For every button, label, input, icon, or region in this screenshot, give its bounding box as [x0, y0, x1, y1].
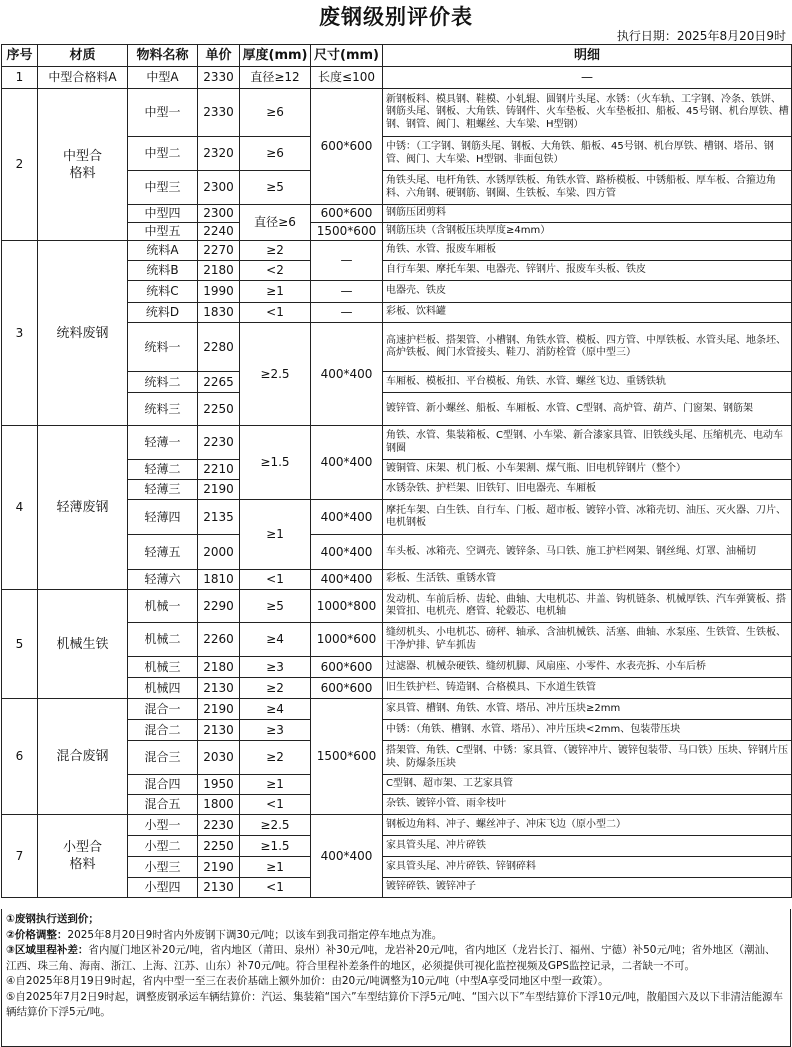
item-size: 1500*600 — [311, 699, 383, 815]
item-detail: 中锈：（角铁、槽钢、水管、塔吊）、冲片压块<2mm、包装带压块 — [383, 720, 792, 741]
material-label: 小型合格料 — [63, 840, 103, 872]
item-price: 2320 — [198, 137, 240, 171]
item-name: 轻薄二 — [128, 460, 198, 480]
item-price: 2330 — [198, 67, 240, 89]
material-cell: 统料废钢 — [38, 241, 128, 426]
item-detail: 车头板、冰箱壳、空调壳、镀锌条、马口铁、施工护栏网架、钢丝绳、灯罩、油桶切 — [383, 535, 792, 570]
header-size: 尺寸(mm) — [311, 45, 383, 67]
item-thickness: ≥2.5 — [240, 815, 311, 836]
item-name: 统料三 — [128, 393, 198, 426]
price-table — [1, 44, 792, 898]
item-name: 统料一 — [128, 323, 198, 372]
header-thickness: 厚度(mm) — [240, 45, 311, 67]
table-row — [2, 89, 792, 137]
item-price: 1800 — [198, 795, 240, 815]
item-name: 小型三 — [128, 857, 198, 878]
material-cell: 混合废钢 — [38, 699, 128, 815]
material-cell: 机械生铁 — [38, 590, 128, 699]
note-item — [6, 912, 784, 928]
item-thickness: ≥1 — [240, 857, 311, 878]
item-size: 400*400 — [311, 535, 383, 570]
item-thickness: ≥1 — [240, 500, 311, 570]
item-name: 统料B — [128, 261, 198, 281]
item-detail: 家具管、槽钢、角铁、水管、塔吊、冲片压块≥2mm — [383, 699, 792, 720]
header-name: 物料名称 — [128, 45, 198, 67]
material-label: 中型合格料 — [63, 148, 103, 181]
item-detail: 自行车架、摩托车架、电器壳、锌钢片、报废车头板、铁皮 — [383, 261, 792, 281]
item-thickness: ≥1.5 — [240, 836, 311, 857]
item-name: 中型一 — [128, 89, 198, 137]
item-name: 轻薄六 — [128, 570, 198, 590]
note-label: ①废钢执行送到价； — [6, 913, 99, 925]
item-name: 统料A — [128, 241, 198, 261]
item-thickness: <1 — [240, 795, 311, 815]
item-thickness: 直径≥6 — [240, 205, 311, 241]
item-detail: 钢板边角料、冲子、螺丝冲子、冲床飞边（原小型二） — [383, 815, 792, 836]
item-detail: 镀铜管、床架、机门板、小车架割、煤气瓶、旧电机锌钢片（整个） — [383, 460, 792, 480]
item-thickness: <1 — [240, 878, 311, 898]
table-row — [2, 815, 792, 836]
item-detail: — — [383, 67, 792, 89]
item-detail: 镀锌管、新小螺丝、船板、车厢板、水管、C型钢、高炉管、葫芦、门窗架、钢筋架 — [383, 393, 792, 426]
item-price: 2280 — [198, 323, 240, 372]
item-price: 1830 — [198, 303, 240, 323]
item-thickness: ≥5 — [240, 171, 311, 205]
item-name: 中型A — [128, 67, 198, 89]
item-detail: 家具管头尾、冲片碎铁、锌钢碎料 — [383, 857, 792, 878]
item-detail: 旧生铁护栏、铸造钢、合格模具、下水道生铁管 — [383, 678, 792, 699]
row-number: 7 — [2, 815, 38, 898]
item-thickness: 直径≥12 — [240, 67, 311, 89]
item-name: 小型一 — [128, 815, 198, 836]
item-name: 轻薄四 — [128, 500, 198, 535]
table-row — [2, 241, 792, 261]
item-price: 2190 — [198, 480, 240, 500]
note-item — [6, 943, 784, 974]
item-price: 2190 — [198, 699, 240, 720]
item-price: 2265 — [198, 372, 240, 393]
item-detail: 新钢板料、模具钢、鞋模、小轧辊、圆钢片头尾、水锈：（火车轨、工字钢、冷条、铁饼、钢筋头尾、钢板、大角铁、铸钢件、火车垫板、火车垫板扣、船板、45号钢、机台厚铁、槽钢、钢管、阀门、粗螺丝、大车梁、H型钢） — [383, 89, 792, 137]
item-name: 机械一 — [128, 590, 198, 623]
note-item — [6, 974, 784, 990]
header-material: 材质 — [38, 45, 128, 67]
item-name: 机械三 — [128, 657, 198, 678]
item-size: 1000*600 — [311, 623, 383, 657]
item-thickness: ≥5 — [240, 590, 311, 623]
item-name: 中型二 — [128, 137, 198, 171]
item-detail: 搭架管、角铁、C型钢、中锈：家具管、（镀锌冲片、镀锌包装带、马口铁）压块、锌钢片压块、防爆条压块 — [383, 741, 792, 775]
item-detail: 过滤器、机械杂硬铁、缝纫机脚、风扇座、小零件、水表壳拆、小车后桥 — [383, 657, 792, 678]
item-name: 统料C — [128, 281, 198, 303]
item-price: 2130 — [198, 720, 240, 741]
item-name: 统料二 — [128, 372, 198, 393]
item-price: 2210 — [198, 460, 240, 480]
item-detail: 钢筋压团剪料 — [383, 205, 792, 223]
note-text: 2025年8月20日9时省内外废钢下调30元/吨；以该车到我司指定停车地点为准。 — [67, 928, 443, 941]
item-size: 1000*800 — [311, 590, 383, 623]
item-name: 小型二 — [128, 836, 198, 857]
item-detail: 杂铁、镀锌小管、雨伞枝叶 — [383, 795, 792, 815]
item-price: 1990 — [198, 281, 240, 303]
item-thickness: ≥3 — [240, 657, 311, 678]
effective-date: 执行日期：2025年8月20日9时 — [616, 29, 786, 43]
item-price: 2260 — [198, 623, 240, 657]
table-row — [2, 67, 792, 89]
note-text: 省内厦门地区补20元/吨，省内地区（莆田、泉州）补30元/吨，龙岩补20元/吨，省内地区（龙岩长汀、福州、宁德）补50元/吨；省外地区（潮汕、江西、珠三角、海南、浙江、上海、江苏、山东）补70元/吨。符合里程补差条件的地区，必须提供可视化监控视频及GPS监控记录，二者缺一不可。 — [6, 944, 776, 972]
table-row — [2, 699, 792, 720]
item-name: 混合五 — [128, 795, 198, 815]
item-price: 2180 — [198, 657, 240, 678]
item-detail: 水锈杂铁、护栏架、旧铁钉、旧电器壳、车厢板 — [383, 480, 792, 500]
item-thickness: ≥3 — [240, 720, 311, 741]
item-thickness: ≥4 — [240, 699, 311, 720]
item-detail: 车厢板、模板扣、平台模板、角铁、水管、螺丝飞边、重锈铁轨 — [383, 372, 792, 393]
material-cell: 中型合格料A — [38, 67, 128, 89]
header-row — [2, 45, 792, 67]
notes-section — [1, 909, 791, 1047]
item-price: 2290 — [198, 590, 240, 623]
material-cell — [38, 89, 128, 241]
item-price: 2250 — [198, 836, 240, 857]
item-detail: 缝纫机头、小电机芯、磅秤、轴承、含油机械铁、活塞、曲轴、水泵座、生铁管、生铁板、干净炉排、铲车抓齿 — [383, 623, 792, 657]
item-name: 机械四 — [128, 678, 198, 699]
item-size: 400*400 — [311, 500, 383, 535]
row-number: 6 — [2, 699, 38, 815]
item-name: 统料D — [128, 303, 198, 323]
note-item — [6, 990, 784, 1021]
item-thickness: ≥4 — [240, 623, 311, 657]
item-thickness: <1 — [240, 303, 311, 323]
item-detail: C型钢、超市架、工艺家具管 — [383, 775, 792, 795]
item-size: 400*400 — [311, 570, 383, 590]
header-no: 序号 — [2, 45, 38, 67]
item-price: 2180 — [198, 261, 240, 281]
table-row — [2, 426, 792, 460]
item-name: 混合四 — [128, 775, 198, 795]
item-size: 600*600 — [311, 678, 383, 699]
note-label: ②价格调整： — [6, 928, 68, 941]
item-size: 600*600 — [311, 657, 383, 678]
item-detail: 角铁、水管、报废车厢板 — [383, 241, 792, 261]
item-size: 600*600 — [311, 205, 383, 223]
item-name: 轻薄五 — [128, 535, 198, 570]
item-name: 混合一 — [128, 699, 198, 720]
row-number: 2 — [2, 89, 38, 241]
note-label: ③区域里程补差： — [6, 944, 89, 956]
row-number: 5 — [2, 590, 38, 699]
item-thickness: ≥2 — [240, 741, 311, 775]
item-name: 中型四 — [128, 205, 198, 223]
header-price: 单价 — [198, 45, 240, 67]
item-detail: 家具管头尾、冲片碎铁 — [383, 836, 792, 857]
item-detail: 角铁头尾、电杆角铁、水锈厚铁板、角铁水管、路桥模板、中锈船板、厚车板、合箍边角料、六角钢、硬钢筋、钢圈、生铁板、车梁、四方管 — [383, 171, 792, 205]
item-price: 1950 — [198, 775, 240, 795]
item-name: 混合二 — [128, 720, 198, 741]
item-name: 小型四 — [128, 878, 198, 898]
item-price: 2230 — [198, 815, 240, 836]
material-cell: 轻薄废钢 — [38, 426, 128, 590]
item-thickness: ≥2.5 — [240, 323, 311, 426]
item-size: 400*400 — [311, 323, 383, 426]
item-detail: 发动机、车前后桥、齿轮、曲轴、大电机芯、井盖、钩机链条、机械厚铁、汽车弹簧板、搭架管扣、电机壳、磨管、轮毂芯、电机轴 — [383, 590, 792, 623]
item-name: 中型三 — [128, 171, 198, 205]
item-name: 混合三 — [128, 741, 198, 775]
item-thickness: ≥6 — [240, 137, 311, 171]
item-thickness: <1 — [240, 570, 311, 590]
item-price: 2240 — [198, 223, 240, 241]
item-detail: 镀锌碎铁、镀锌冲子 — [383, 878, 792, 898]
item-price: 2300 — [198, 205, 240, 223]
item-detail: 钢筋压块（含钢板压块厚度≥4mm） — [383, 223, 792, 241]
item-price: 2250 — [198, 393, 240, 426]
item-name: 轻薄一 — [128, 426, 198, 460]
item-detail: 电器壳、铁皮 — [383, 281, 792, 303]
item-thickness: <2 — [240, 261, 311, 281]
item-size: — — [311, 281, 383, 303]
note-text: ⑤自2025年7月2日9时起，调整废钢承运车辆结算价：汽运、集装箱“国六”车型结算价下浮5元/吨、“国六以下”车型结算价下浮10元/吨，散船国六及以下非清洁能源车辆结算价下浮5元/吨。 — [6, 990, 784, 1018]
material-cell — [38, 815, 128, 898]
item-price: 2000 — [198, 535, 240, 570]
item-thickness: ≥2 — [240, 241, 311, 261]
item-thickness: ≥6 — [240, 89, 311, 137]
note-text: ④自2025年8月19日9时起，省内中型一至三在表价基础上额外加价：由20元/吨调整为10元/吨（中型A享受同地区中型一政策）。 — [6, 975, 609, 987]
item-size: 600*600 — [311, 89, 383, 205]
header-detail: 明细 — [383, 45, 792, 67]
item-price: 1810 — [198, 570, 240, 590]
row-number: 3 — [2, 241, 38, 426]
item-thickness: ≥1 — [240, 281, 311, 303]
item-detail: 彩板、生活铁、重锈水管 — [383, 570, 792, 590]
item-detail: 角铁、水管、集装箱板、C型钢、小车梁、新合漆家具管、旧铁线头尾、压缩机壳、电动车钢圈 — [383, 426, 792, 460]
item-name: 机械二 — [128, 623, 198, 657]
item-thickness: ≥1 — [240, 775, 311, 795]
item-price: 2230 — [198, 426, 240, 460]
item-detail: 彩板、饮料罐 — [383, 303, 792, 323]
item-detail: 中锈：（工字钢、钢筋头尾、钢板、大角铁、船板、45号钢、机台厚铁、槽钢、塔吊、钢管、阀门、大车梁、H型钢、非面包铁） — [383, 137, 792, 171]
item-thickness: ≥2 — [240, 678, 311, 699]
table-row — [2, 590, 792, 623]
item-price: 2130 — [198, 678, 240, 699]
item-price: 2030 — [198, 741, 240, 775]
item-size: — — [311, 241, 383, 281]
item-name: 轻薄三 — [128, 480, 198, 500]
item-size: 长度≤100 — [311, 67, 383, 89]
item-name: 中型五 — [128, 223, 198, 241]
item-size: 400*400 — [311, 426, 383, 500]
row-number: 1 — [2, 67, 38, 89]
item-price: 2190 — [198, 857, 240, 878]
item-size: — — [311, 303, 383, 323]
item-detail: 高速护栏板、搭架管、小槽钢、角铁水管、模板、四方管、中厚铁板、水管头尾、地条坯、高炉铁板、阀门水管接头、鞋刀、消防栓管（原中型三） — [383, 323, 792, 372]
item-detail: 摩托车架、白生铁、自行车、门板、超市板、镀锌小管、冰箱壳切、油压、灭火器、刀片、电机钢板 — [383, 500, 792, 535]
page-title: 废钢级别评价表 — [319, 5, 473, 29]
item-price: 2130 — [198, 878, 240, 898]
item-price: 2300 — [198, 171, 240, 205]
item-size: 1500*600 — [311, 223, 383, 241]
item-thickness: ≥1.5 — [240, 426, 311, 500]
item-price: 2270 — [198, 241, 240, 261]
item-price: 2330 — [198, 89, 240, 137]
note-item — [6, 928, 784, 944]
item-price: 2135 — [198, 500, 240, 535]
row-number: 4 — [2, 426, 38, 590]
item-size: 400*400 — [311, 815, 383, 898]
